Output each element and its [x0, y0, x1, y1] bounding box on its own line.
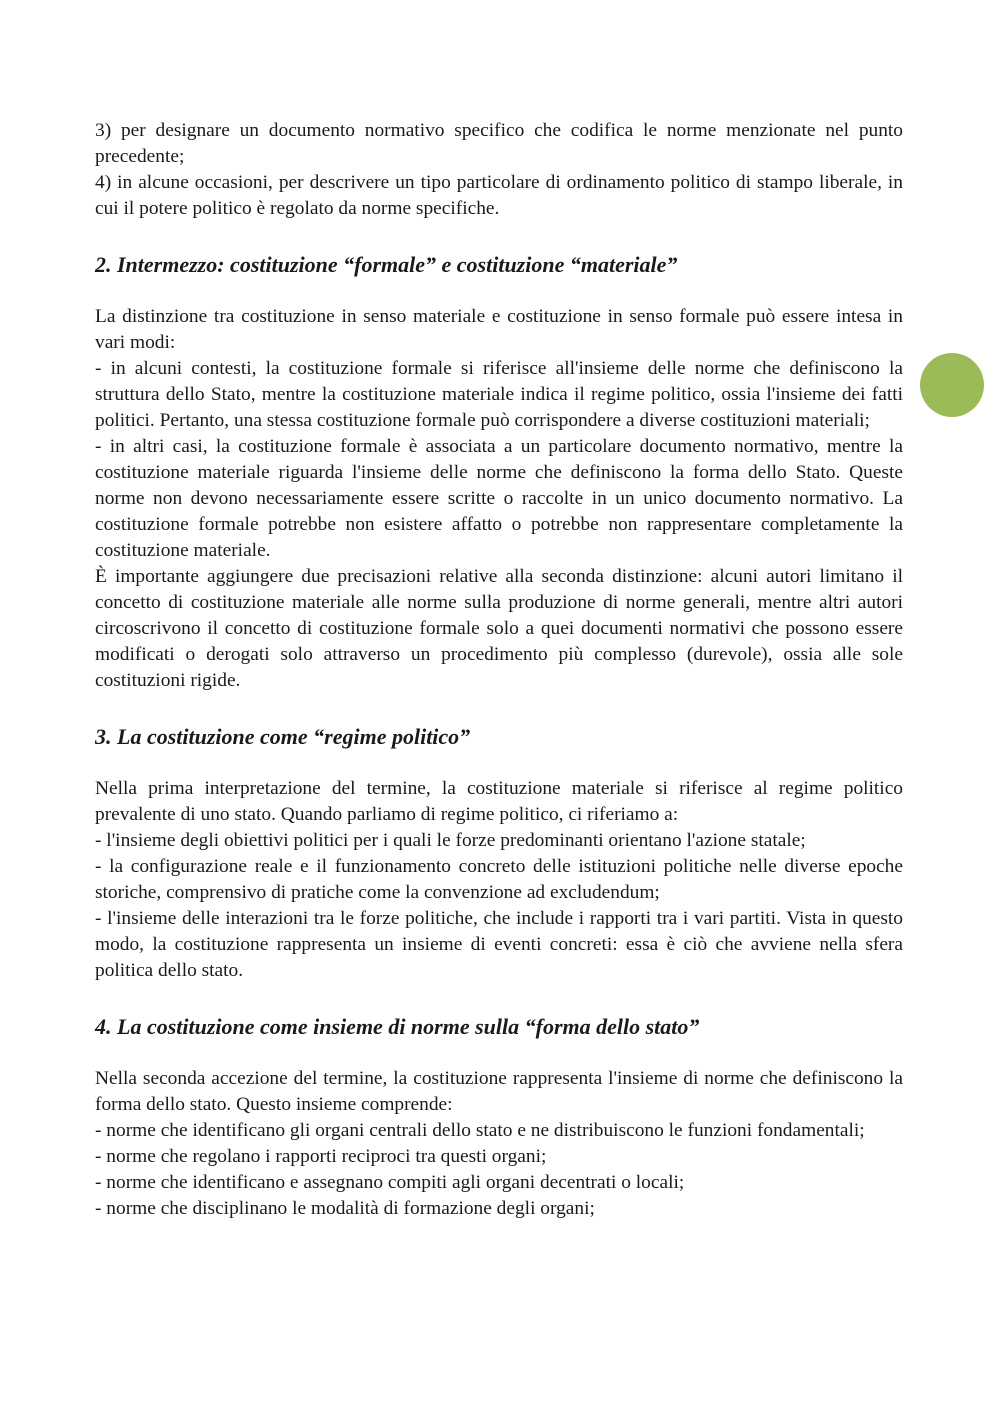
section-paragraph — [95, 304, 903, 694]
document-body — [95, 118, 903, 1222]
paragraph-line: - norme che regolano i rapporti reciproci tra questi organi; — [95, 1146, 547, 1167]
intro-paragraph — [95, 118, 903, 222]
paragraph-line: - norme che disciplinano le modalità di formazione degli organi; — [95, 1198, 595, 1219]
paragraph-line: Nella seconda accezione del termine, la costituzione rappresenta l'insieme di norme che definiscono la forma dello stato. Questo insieme comprende: — [95, 1068, 903, 1115]
paragraph-line: - l'insieme degli obiettivi politici per i quali le forze predominanti orientano l'azione statale; — [95, 830, 806, 851]
section-heading: 2. Intermezzo: costituzione “formale” e costituzione “materiale” — [95, 252, 678, 277]
paragraph-line: - l'insieme delle interazioni tra le forze politiche, che include i rapporti tra i vari partiti. Vista in questo modo, la costituzione rappresenta un insieme di eventi concreti: essa è ciò che avviene nella sfera politica dello stato. — [95, 908, 903, 981]
section-heading: 4. La costituzione come insieme di norme sulla “forma dello stato” — [95, 1014, 700, 1039]
paragraph-line: - la configurazione reale e il funzionamento concreto delle istituzioni politiche nelle diverse epoche storiche, comprensivo di pratiche come la convenzione ad excludendum; — [95, 856, 903, 903]
section-heading: 3. La costituzione come “regime politico” — [95, 724, 471, 749]
section-marker-circle-icon — [920, 353, 984, 417]
paragraph-line: - in alcuni contesti, la costituzione formale si riferisce all'insieme delle norme che definiscono la struttura dello Stato, mentre la costituzione materiale indica il regime politico, ossia l'insieme dei fatti politici. Pertanto, una stessa costituzione formale può corrispondere a diverse costituzioni materiali; — [95, 358, 903, 431]
paragraph-line: La distinzione tra costituzione in senso materiale e costituzione in senso formale può essere intesa in vari modi: — [95, 306, 903, 353]
paragraph-line: - norme che identificano gli organi centrali dello stato e ne distribuiscono le funzioni fondamentali; — [95, 1120, 865, 1141]
paragraph-line: È importante aggiungere due precisazioni relative alla seconda distinzione: alcuni autori limitano il concetto di costituzione materiale alle norme sulla produzione di norme generali, mentre altri autori circoscrivono il concetto di costituzione formale solo a quei documenti normativi che possono essere modificati o derogati solo attraverso un procedimento più complesso (durevole), ossia alle sole costituzioni rigide. — [95, 566, 903, 691]
paragraph-line: Nella prima interpretazione del termine, la costituzione materiale si riferisce al regime politico prevalente di uno stato. Quando parliamo di regime politico, ci riferiamo a: — [95, 778, 903, 825]
paragraph-line: - in altri casi, la costituzione formale è associata a un particolare documento normativo, mentre la costituzione materiale riguarda l'insieme delle norme che definiscono la forma dello Stato. Queste norme non devono necessariamente essere scritte o raccolte in un unico documento normativo. La costituzione formale potrebbe non esistere affatto o potrebbe non rappresentare completamente la costituzione materiale. — [95, 436, 903, 561]
paragraph-line: - norme che identificano e assegnano compiti agli organi decentrati o locali; — [95, 1172, 685, 1193]
section-paragraph — [95, 776, 903, 984]
intro-line: 3) per designare un documento normativo specifico che codifica le norme menzionate nel punto precedente; — [95, 120, 903, 167]
section-paragraph — [95, 1066, 903, 1222]
intro-line: 4) in alcune occasioni, per descrivere un tipo particolare di ordinamento politico di stampo liberale, in cui il potere politico è regolato da norme specifiche. — [95, 172, 903, 219]
